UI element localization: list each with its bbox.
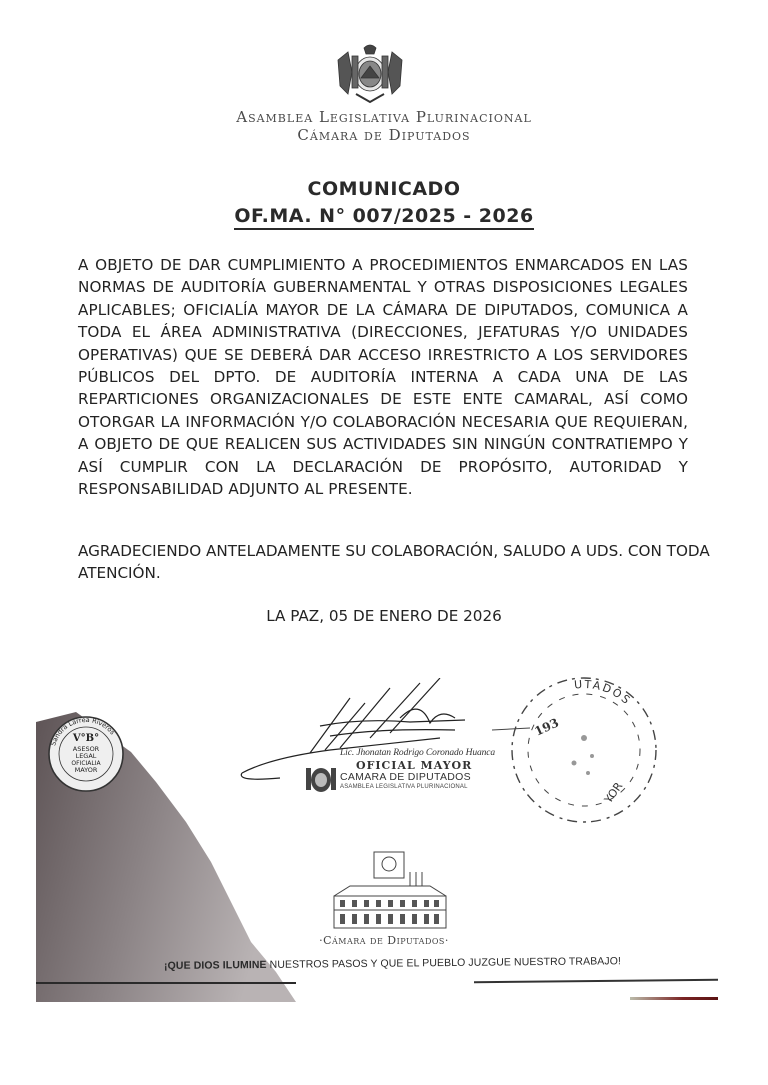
footer-accent-bar bbox=[630, 997, 718, 1000]
svg-text:YOR: YOR bbox=[601, 779, 626, 806]
document-title: COMUNICADO bbox=[307, 178, 461, 200]
footer-motto-rest: NUESTROS PASOS Y QUE EL PUEBLO JUZGUE NUESTRO TRABAJO! bbox=[266, 955, 622, 971]
signer-organization: CAMARA DE DIPUTADOS bbox=[340, 771, 471, 783]
small-coat-of-arms-icon bbox=[304, 762, 338, 796]
coat-of-arms-icon bbox=[330, 42, 410, 104]
svg-text:Sandra Larrea Riveros: Sandra Larrea Riveros bbox=[49, 715, 117, 747]
svg-text:UTADOS: UTADOS bbox=[573, 677, 634, 708]
footer-divider-right bbox=[474, 979, 718, 983]
chamber-name: Cámara de Diputados bbox=[297, 126, 471, 144]
closing-paragraph: AGRADECIENDO ANTELADAMENTE SU COLABORACIÓN, SALUDO A UDS. CON TODA ATENCIÓN. bbox=[78, 542, 710, 583]
body-paragraph: A OBJETO DE DAR CUMPLIMIENTO A PROCEDIMIENTOS ENMARCADOS EN LAS NORMAS DE AUDITORÍA GUBERNAMENTAL Y OTRAS DISPOSICIONES LEGALES APLICABLES; OFICIALÍA MAYOR DE LA CÁMARA DE DIPUTADOS, COMUNICA A TODA EL ÁREA ADMINISTRATIVA (DIRECCIONES, JEFATURAS Y/O UNIDADES OPERATIVAS) QUE SE DEBERÁ DAR ACCESO IRRESTRICTO A LOS SERVIDORES PÚBLICOS DEL DPTO. DE AUDITORÍA INTERNA A CADA UNA DE LAS REPARTICIONES ORGANIZACIONALES DE ESTE ENTE CAMARAL, ASÍ COMO OTORGAR LA INFORMACIÓN Y/O COLABORACIÓN NECESARIA QUE REQUIERAN, A OBJETO DE QUE REALICEN SUS ACTIVIDADES SIN NINGÚN CONTRATIEMPO Y ASÍ CUMPLIR CON LA DECLARACIÓN DE PROPÓSITO, AUTORIDAD Y RESPONSABILIDAD ADJUNTO AL PRESENTE. bbox=[78, 256, 688, 499]
svg-text:OFICIALIA: OFICIALIA bbox=[71, 760, 101, 767]
footer-emblem-label: ·Cámara de Diputados· bbox=[319, 934, 449, 947]
institution-name: Asamblea Legislativa Plurinacional bbox=[236, 108, 532, 126]
place-and-date: LA PAZ, 05 DE ENERO DE 2026 bbox=[266, 607, 502, 625]
signer-name: Lic. Jhonatan Rodrigo Coronado Huanca bbox=[340, 748, 496, 758]
approval-stamp bbox=[46, 714, 126, 794]
svg-text:LEGAL: LEGAL bbox=[75, 752, 97, 760]
round-official-seal-icon bbox=[492, 668, 672, 828]
document-reference bbox=[0, 205, 768, 227]
congress-building-emblem bbox=[330, 850, 450, 932]
signer-title: OFICIAL MAYOR bbox=[356, 759, 473, 772]
svg-text:ASESOR: ASESOR bbox=[72, 745, 100, 753]
footer-divider-left bbox=[36, 982, 296, 984]
svg-text:MAYOR: MAYOR bbox=[74, 766, 98, 774]
reference-number: OF.MA. N° 007/2025 - 2026 bbox=[234, 205, 533, 230]
svg-text:V°B°: V°B° bbox=[72, 733, 100, 744]
signer-organization-sub: ASAMBLEA LEGISLATIVA PLURINACIONAL bbox=[340, 784, 468, 790]
footer-motto-bold: ¡QUE DIOS ILUMINE bbox=[163, 958, 267, 972]
svg-text:193: 193 bbox=[532, 715, 561, 739]
